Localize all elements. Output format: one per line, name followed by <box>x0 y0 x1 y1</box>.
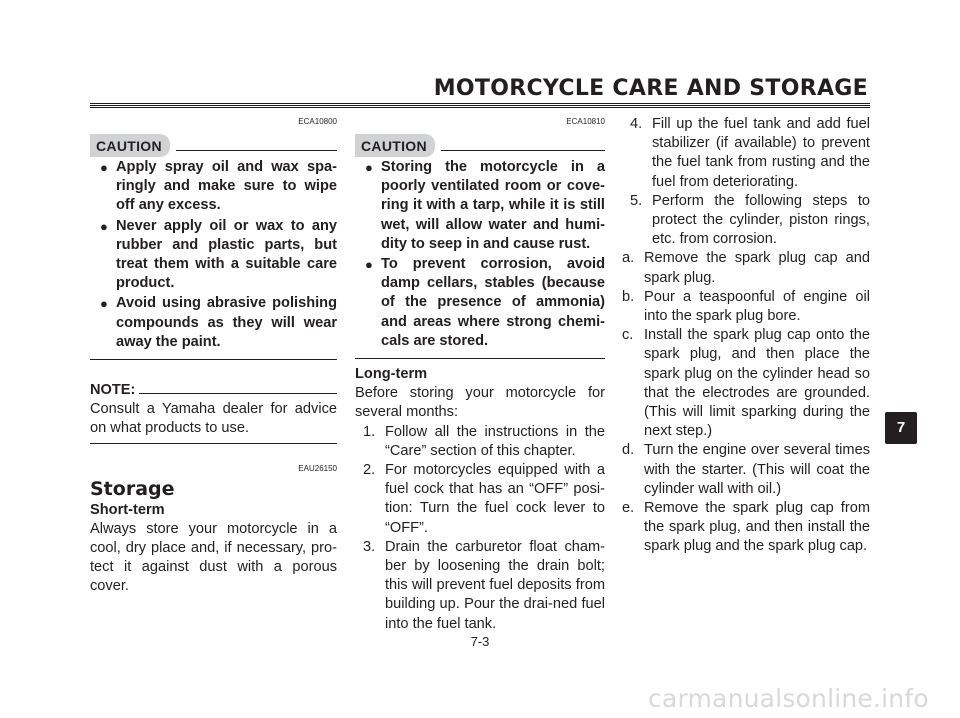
bullet-icon: ● <box>365 257 373 273</box>
list-item: b. Pour a teaspoonful of engine oil into the spark plug bore. <box>622 288 870 325</box>
caution-bullet: ● Storing the motorcycle in a poorly ventilated room or cove-ring it with a tarp, while it is still wet, will allow water and humi-dity to seep in and cause rust. <box>355 158 605 254</box>
code-label: EAU26150 <box>298 463 337 473</box>
caution-label: CAUTION <box>355 134 435 157</box>
list-item: c. Install the spark plug cap onto the spark plug, and then place the spark plug on the cylinder head so that the electrodes are grounded. (This will limit sparking during the next step.) <box>622 327 870 440</box>
code-label: ECA10800 <box>298 117 337 126</box>
column-1 <box>90 110 337 597</box>
caution-bullet: ● Never apply oil or wax to any rubber and plastic parts, but treat them with a suitable care product. <box>90 217 337 294</box>
caution-label: CAUTION <box>90 134 170 157</box>
caution-header <box>355 133 605 157</box>
note-rule <box>139 393 337 394</box>
bullet-icon: ● <box>100 296 108 312</box>
list-item: a. Remove the spark plug cap and spark plug. <box>622 250 870 286</box>
section-title: Storage <box>90 477 175 500</box>
list-item: 2. For motorcycles equipped with a fuel cock that has an “OFF” posi-tion: Turn the fuel cock lever to “OFF”. <box>363 462 605 536</box>
page-header-title: MOTORCYCLE CARE AND STORAGE <box>433 76 868 101</box>
caution-end-rule <box>355 358 605 359</box>
list-item: 1. Follow all the instructions in the “Care” section of this chapter. <box>363 423 605 459</box>
caution-end-rule <box>90 359 337 360</box>
caution-rule <box>441 150 605 151</box>
caution-bullet: ● Avoid using abrasive polishing compounds as they will wear away the paint. <box>90 294 337 352</box>
note-label: NOTE: <box>90 382 136 399</box>
note-text: Consult a Yamaha dealer for advice on what products to use. <box>90 401 337 437</box>
caution-rule <box>176 150 337 151</box>
watermark: carmanualsonline.info <box>648 684 929 713</box>
note-header <box>90 381 337 400</box>
caution-bullet: ● To prevent corrosion, avoid damp cellars, stables (because of the presence of ammonia) and areas where strong chemi-cals are stored. <box>355 255 605 351</box>
list-item: e. Remove the spark plug cap from the spark plug, and then install the spark plug and the spark plug cap. <box>622 500 870 555</box>
bullet-icon: ● <box>100 160 108 175</box>
code-label: ECA10810 <box>566 117 605 126</box>
column-2 <box>355 110 605 634</box>
subsection-title: Short-term <box>90 501 165 518</box>
note-end-rule <box>90 443 337 444</box>
page-number: 7-3 <box>470 634 490 649</box>
long-term-intro: Before storing your motorcycle for several months: <box>355 385 605 421</box>
subsection-title: Long-term <box>355 366 428 383</box>
header-rule <box>90 103 870 108</box>
list-item: 4. Fill up the fuel tank and add fuel stabilizer (if available) to prevent the fuel tank from rusting and the fuel from deteriorating. <box>630 116 870 190</box>
caution-header <box>90 133 337 157</box>
bullet-icon: ● <box>365 160 373 175</box>
column-3 <box>622 115 870 557</box>
chapter-tab: 7 <box>885 412 917 444</box>
list-item: 3. Drain the carburetor float cham-ber by loosening the drain bolt; this will prevent fuel deposits from building up. Pour the drai-ned fuel into the fuel tank. <box>363 538 605 632</box>
caution-bullet: ● Apply spray oil and wax spa-ringly and make sure to wipe off any excess. <box>90 158 337 216</box>
short-term-text: Always store your motorcycle in a cool, dry place and, if necessary, pro-tect it against dust with a porous cover. <box>90 520 337 595</box>
list-item: d. Turn the engine over several times with the starter. (This will coat the cylinder wall with oil.) <box>622 442 870 497</box>
bullet-icon: ● <box>100 218 108 234</box>
list-item: 5. Perform the following steps to protect the cylinder, piston rings, etc. from corrosion. <box>630 192 870 248</box>
